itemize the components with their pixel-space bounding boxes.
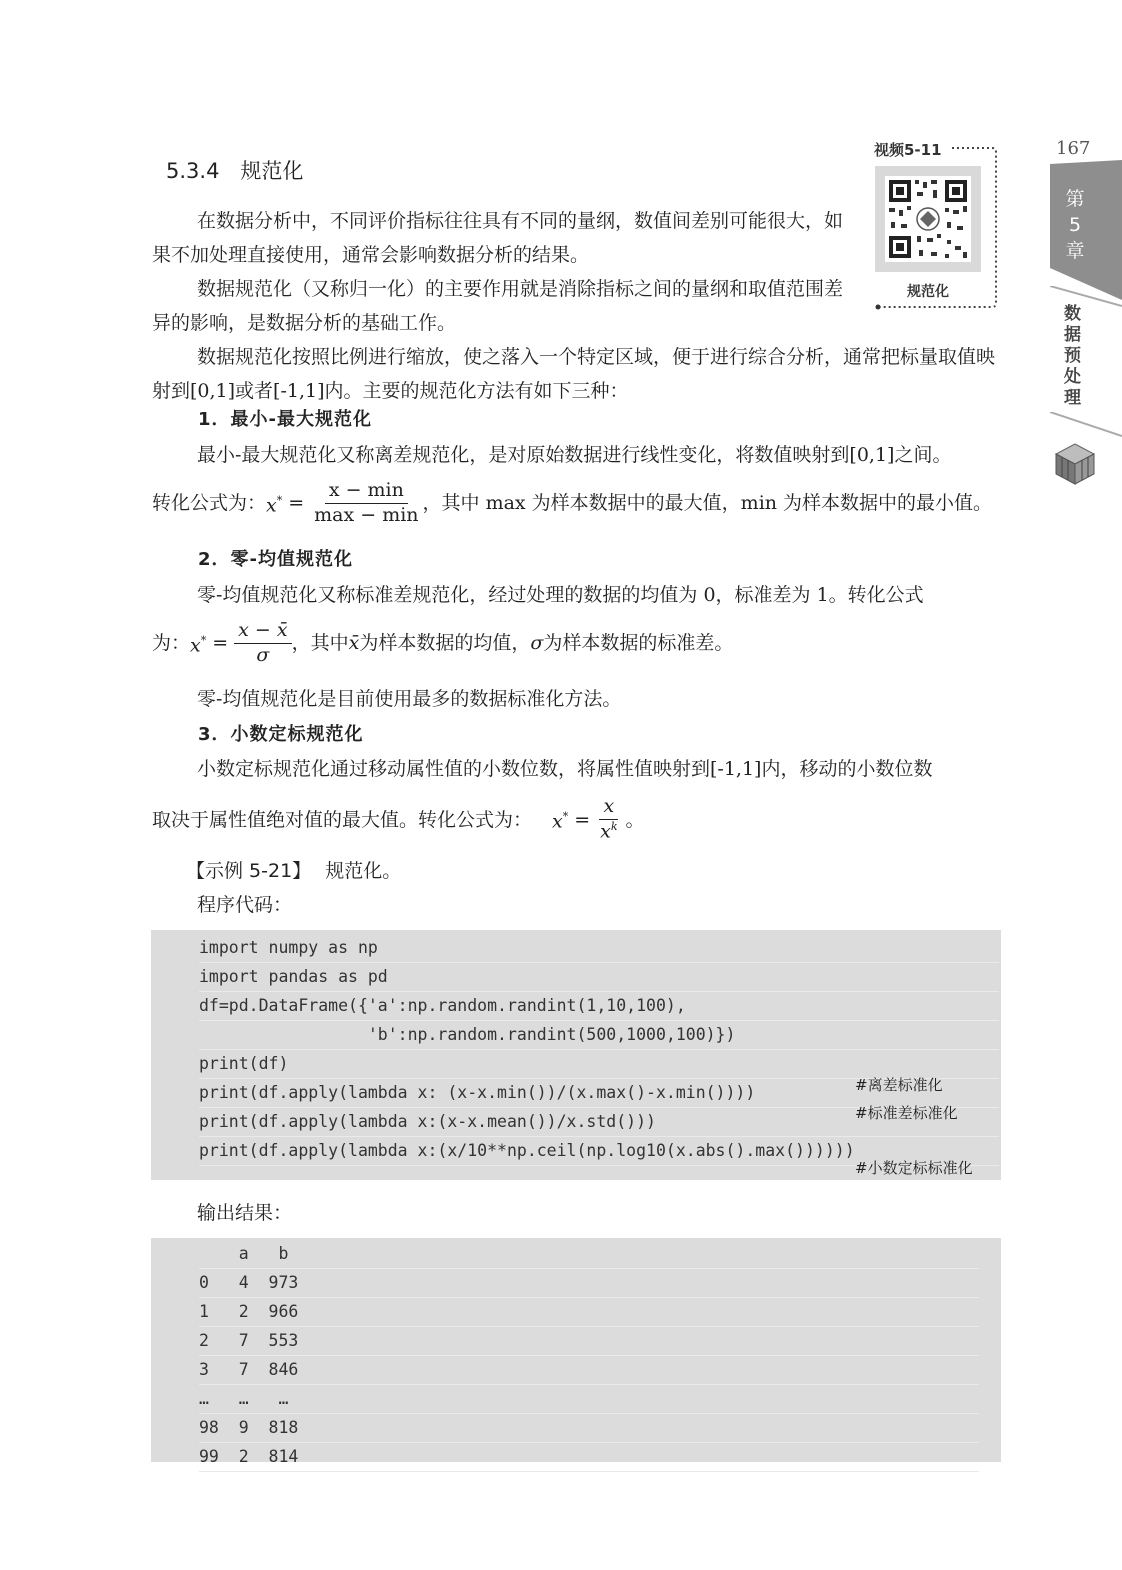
code-line-4: 'b':np.random.randint(500,1000,100)}) — [199, 1021, 999, 1050]
code-line-7: print(df.apply(lambda x:(x-x.mean())/x.std())) — [199, 1108, 999, 1137]
method3-desc: 小数定标规范化通过移动属性值的小数位数，将属性值映射到[-1,1]内，移动的小数位数 — [197, 758, 933, 780]
output-line-7: 98 9 818 — [199, 1414, 979, 1443]
method2-formula-xbar: x̄ — [348, 632, 360, 655]
method3-formula-suffix: 。 — [625, 808, 645, 831]
video-box[interactable] — [874, 139, 1000, 315]
cube-icon — [1052, 440, 1098, 486]
code-line-8: print(df.apply(lambda x:(x/10**np.ceil(np.log10(x.abs().max()))))) — [199, 1137, 999, 1166]
code-comment-2: #标准差标准化 — [855, 1104, 958, 1122]
code-comment-1: #离差标准化 — [855, 1076, 943, 1094]
method1-formula-lhs: x — [266, 494, 277, 517]
method1-formula-num: x − min — [325, 480, 408, 504]
method2-formula-den: σ — [256, 643, 270, 666]
method1-formula-den: max − min — [314, 503, 419, 526]
code-comment-3: #小数定标标准化 — [855, 1159, 973, 1177]
output-line-4: 2 7 553 — [199, 1327, 979, 1356]
output-line-8: 99 2 814 — [199, 1443, 979, 1472]
method2-formula-suffix-a: ，其中 — [291, 632, 349, 655]
page-number: 167 — [1056, 138, 1091, 159]
method2-formula-num: x − x̄ — [234, 620, 291, 644]
chapter-label-2: 5 — [1068, 214, 1082, 236]
method1-heading: 1．最小-最大规范化 — [198, 409, 372, 430]
method1-formula-eq: = — [288, 492, 305, 515]
method1-desc: 最小-最大规范化又称离差规范化，是对原始数据进行线性变化，将数值映射到[0,1]之间。 — [197, 444, 952, 466]
method2-formula-line — [152, 620, 1012, 667]
method2-heading: 2．零-均值规范化 — [198, 549, 353, 570]
method1-formula-line — [152, 480, 1012, 527]
method2-formula-sigma: σ — [530, 632, 544, 655]
method2-formula-eq: = — [212, 632, 229, 655]
video-box-caption: 规范化 — [907, 284, 949, 300]
qr-code-icon — [875, 166, 981, 272]
code-line-3: df=pd.DataFrame({'a':np.random.randint(1,10,100), — [199, 992, 999, 1021]
method2-fraction — [234, 620, 291, 667]
example-label: 【示例 5-21】 — [186, 860, 312, 882]
code-block — [151, 930, 1001, 1180]
method1-formula-sup: * — [276, 494, 283, 508]
chapter-title-vertical: 数据预处理 — [1064, 304, 1081, 408]
output-line-5: 3 7 846 — [199, 1356, 979, 1385]
method3-formula-lhs: x — [552, 810, 563, 833]
paragraph-1: 在数据分析中，不同评价指标往往具有不同的量纲，数值间差别可能很大，如果不加处理直接使用，通常会影响数据分析的结果。 — [152, 210, 844, 266]
method3-fraction — [596, 796, 621, 843]
output-line-1: a b — [199, 1240, 979, 1269]
method3-heading: 3．小数定标规范化 — [198, 724, 364, 745]
example-title: 规范化。 — [325, 860, 402, 882]
chapter-label-3: 章 — [1065, 240, 1085, 262]
output-label: 输出结果： — [197, 1202, 293, 1224]
code-label: 程序代码： — [197, 894, 293, 916]
code-line-5: print(df) — [199, 1050, 999, 1079]
method1-fraction — [310, 480, 422, 527]
method2-formula-suffix-b: 为样本数据的均值， — [359, 632, 531, 655]
method3-formula-eq: = — [574, 808, 591, 831]
paragraph-2: 数据规范化（又称归一化）的主要作用就是消除指标之间的量纲和取值范围差异的影响，是数据分析的基础工作。 — [152, 278, 844, 334]
method2-formula-prefix: 为： — [152, 632, 191, 655]
method2-note: 零-均值规范化是目前使用最多的数据标准化方法。 — [197, 688, 622, 710]
method3-formula-sup: * — [562, 810, 569, 824]
method3-formula-num: x — [599, 796, 618, 820]
chapter-divider-bottom — [1050, 412, 1122, 442]
method3-formula-line — [152, 796, 1012, 843]
code-line-1: import numpy as np — [199, 934, 999, 963]
method2-formula-sup: * — [200, 634, 207, 648]
code-line-6: print(df.apply(lambda x: (x-x.min())/(x.max()-x.min()))) — [199, 1079, 999, 1108]
method3-formula-den-sup: k — [610, 819, 618, 833]
paragraph-3: 数据规范化按照比例进行缩放，使之落入一个特定区域，便于进行综合分析，通常把标量取值映射到[0,1]或者[-1,1]内。主要的规范化方法有如下三种： — [152, 346, 996, 402]
section-title: 5.3.4 规范化 — [166, 159, 304, 183]
example-header — [186, 856, 401, 883]
output-line-2: 0 4 973 — [199, 1269, 979, 1298]
method2-formula-suffix-c: 为样本数据的标准差。 — [543, 632, 734, 655]
video-box-title: 视频5-11 — [874, 141, 942, 159]
output-block — [151, 1238, 1001, 1466]
chapter-divider-top — [1050, 286, 1122, 316]
code-line-2: import pandas as pd — [199, 963, 999, 992]
method2-formula-lhs: x — [190, 634, 201, 657]
chapter-label-1: 第 — [1065, 188, 1085, 210]
method3-formula-den: x — [600, 820, 611, 843]
output-line-3: 1 2 966 — [199, 1298, 979, 1327]
method3-formula-prefix: 取决于属性值绝对值的最大值。转化公式为： — [152, 808, 533, 831]
output-line-6: … … … — [199, 1385, 979, 1414]
method1-formula-prefix: 转化公式为： — [152, 492, 267, 515]
method1-formula-suffix: ，其中 max 为样本数据中的最大值，min 为样本数据中的最小值。 — [422, 492, 993, 515]
method2-desc: 零-均值规范化又称标准差规范化，经过处理的数据的均值为 0，标准差为 1。转化公式 — [197, 584, 924, 606]
qr-code-panel[interactable] — [875, 166, 981, 272]
